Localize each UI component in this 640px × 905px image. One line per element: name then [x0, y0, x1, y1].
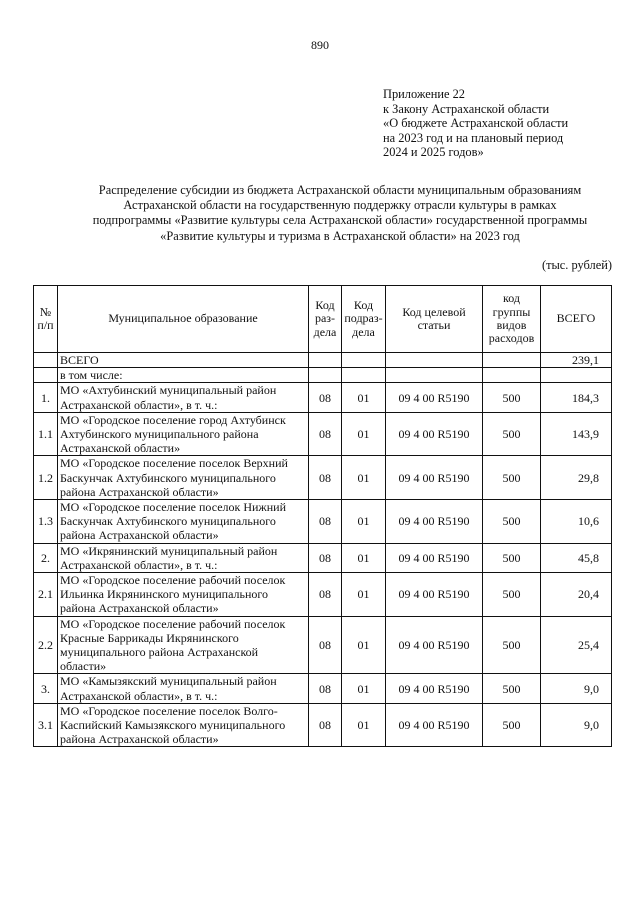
cell-subsection: 01 [342, 543, 386, 572]
cell-num: 1.2 [34, 456, 58, 500]
title-line: «Развитие культуры и туризма в Астраханской области» на 2023 год [160, 228, 520, 243]
cell-name: МО «Камызякский муниципальный район Астраханской области», в т. ч.: [58, 674, 309, 703]
cell-group: 500 [483, 383, 541, 412]
cell-section [309, 368, 342, 383]
cell-group: 500 [483, 573, 541, 617]
table-row [34, 412, 612, 456]
cell-num: 3.1 [34, 703, 58, 747]
cell-target [386, 368, 483, 383]
cell-section [309, 353, 342, 368]
table-row [34, 573, 612, 617]
table-row [34, 543, 612, 572]
cell-section: 08 [309, 543, 342, 572]
cell-total: 9,0 [541, 703, 612, 747]
cell-section: 08 [309, 500, 342, 544]
cell-section: 08 [309, 616, 342, 674]
cell-num: 1.3 [34, 500, 58, 544]
cell-subsection: 01 [342, 573, 386, 617]
cell-num: 2. [34, 543, 58, 572]
table-body [34, 353, 612, 747]
cell-target: 09 4 00 R5190 [386, 674, 483, 703]
cell-target: 09 4 00 R5190 [386, 616, 483, 674]
cell-name: МО «Городское поселение поселок Волго-Каспийский Камызякского муниципального района Астраханской области» [58, 703, 309, 747]
cell-num: 3. [34, 674, 58, 703]
cell-num: 2.2 [34, 616, 58, 674]
cell-target: 09 4 00 R5190 [386, 703, 483, 747]
cell-section: 08 [309, 456, 342, 500]
header-subsection: Код подраз-дела [342, 286, 386, 353]
header-name: Муниципальное образование [58, 286, 309, 353]
cell-target: 09 4 00 R5190 [386, 383, 483, 412]
cell-subsection [342, 353, 386, 368]
cell-subsection: 01 [342, 412, 386, 456]
cell-group [483, 368, 541, 383]
table-header-row [34, 286, 612, 353]
cell-group: 500 [483, 543, 541, 572]
cell-name: в том числе: [58, 368, 309, 383]
cell-total [541, 368, 612, 383]
appendix-line: Приложение 22 [383, 87, 465, 101]
subsidy-table [33, 285, 612, 747]
header-total: ВСЕГО [541, 286, 612, 353]
appendix-line: 2024 и 2025 годов» [383, 145, 484, 160]
cell-num: 2.1 [34, 573, 58, 617]
cell-group: 500 [483, 456, 541, 500]
table-row [34, 500, 612, 544]
cell-total: 25,4 [541, 616, 612, 674]
cell-subsection: 01 [342, 383, 386, 412]
cell-total: 239,1 [541, 353, 612, 368]
cell-num: 1.1 [34, 412, 58, 456]
table-row [34, 703, 612, 747]
cell-subsection: 01 [342, 703, 386, 747]
cell-section: 08 [309, 383, 342, 412]
cell-group: 500 [483, 703, 541, 747]
cell-total: 20,4 [541, 573, 612, 617]
appendix-line: к Закону Астраханской области [383, 101, 550, 116]
header-num: № п/п [34, 286, 58, 353]
cell-name: ВСЕГО [58, 353, 309, 368]
cell-subsection [342, 368, 386, 383]
title-line: Распределение субсидии из бюджета Астраханской области муниципальным образованиям [98, 183, 582, 197]
title-line: подпрограммы «Развитие культуры села Астраханской области» государственной программы [92, 213, 588, 228]
cell-name: МО «Городское поселение рабочий поселок Ильинка Икрянинского муниципального района Астраханской области» [58, 573, 309, 617]
cell-subsection: 01 [342, 674, 386, 703]
cell-section: 08 [309, 412, 342, 456]
cell-subsection: 01 [342, 500, 386, 544]
appendix-line: «О бюджете Астраханской области [383, 116, 569, 131]
table-row [34, 456, 612, 500]
title-line: Астраханской области на государственную поддержку отрасли культуры в рамках [123, 198, 557, 213]
cell-total: 45,8 [541, 543, 612, 572]
cell-subsection: 01 [342, 456, 386, 500]
header-group: код группы видов расходов [483, 286, 541, 353]
cell-target [386, 353, 483, 368]
cell-total: 10,6 [541, 500, 612, 544]
cell-num: 1. [34, 383, 58, 412]
header-section: Код раз-дела [309, 286, 342, 353]
table-row [34, 616, 612, 674]
cell-target: 09 4 00 R5190 [386, 573, 483, 617]
page-number: 890 [311, 38, 329, 52]
cell-section: 08 [309, 674, 342, 703]
cell-name: МО «Городское поселение рабочий поселок Красные Баррикады Икрянинского муниципального района Астраханской области» [58, 616, 309, 674]
cell-group: 500 [483, 412, 541, 456]
cell-section: 08 [309, 703, 342, 747]
header-target: Код целевой статьи [386, 286, 483, 353]
cell-num [34, 368, 58, 383]
cell-group: 500 [483, 500, 541, 544]
cell-target: 09 4 00 R5190 [386, 543, 483, 572]
cell-total: 184,3 [541, 383, 612, 412]
cell-section: 08 [309, 573, 342, 617]
units-label: (тыс. рублей) [541, 258, 612, 272]
table-row [34, 353, 612, 368]
cell-subsection: 01 [342, 616, 386, 674]
cell-target: 09 4 00 R5190 [386, 500, 483, 544]
cell-target: 09 4 00 R5190 [386, 456, 483, 500]
appendix-line: на 2023 год и на плановый период [383, 130, 564, 145]
cell-target: 09 4 00 R5190 [386, 412, 483, 456]
table-row [34, 368, 612, 383]
cell-group: 500 [483, 674, 541, 703]
cell-name: МО «Городское поселение город Ахтубинск Ахтубинского муниципального района Астраханской области» [58, 412, 309, 456]
cell-name: МО «Городское поселение поселок Верхний Баскунчак Ахтубинского муниципального района Астраханской области» [58, 456, 309, 500]
cell-name: МО «Ахтубинский муниципальный район Астраханской области», в т. ч.: [58, 383, 309, 412]
cell-group: 500 [483, 616, 541, 674]
table-row [34, 383, 612, 412]
cell-name: МО «Икрянинский муниципальный район Астраханской области», в т. ч.: [58, 543, 309, 572]
cell-total: 143,9 [541, 412, 612, 456]
cell-name: МО «Городское поселение поселок Нижний Баскунчак Ахтубинского муниципального района Астраханской области» [58, 500, 309, 544]
document-title [60, 183, 620, 244]
cell-group [483, 353, 541, 368]
cell-total: 29,8 [541, 456, 612, 500]
cell-num [34, 353, 58, 368]
appendix-note [383, 87, 623, 160]
cell-total: 9,0 [541, 674, 612, 703]
table-row [34, 674, 612, 703]
